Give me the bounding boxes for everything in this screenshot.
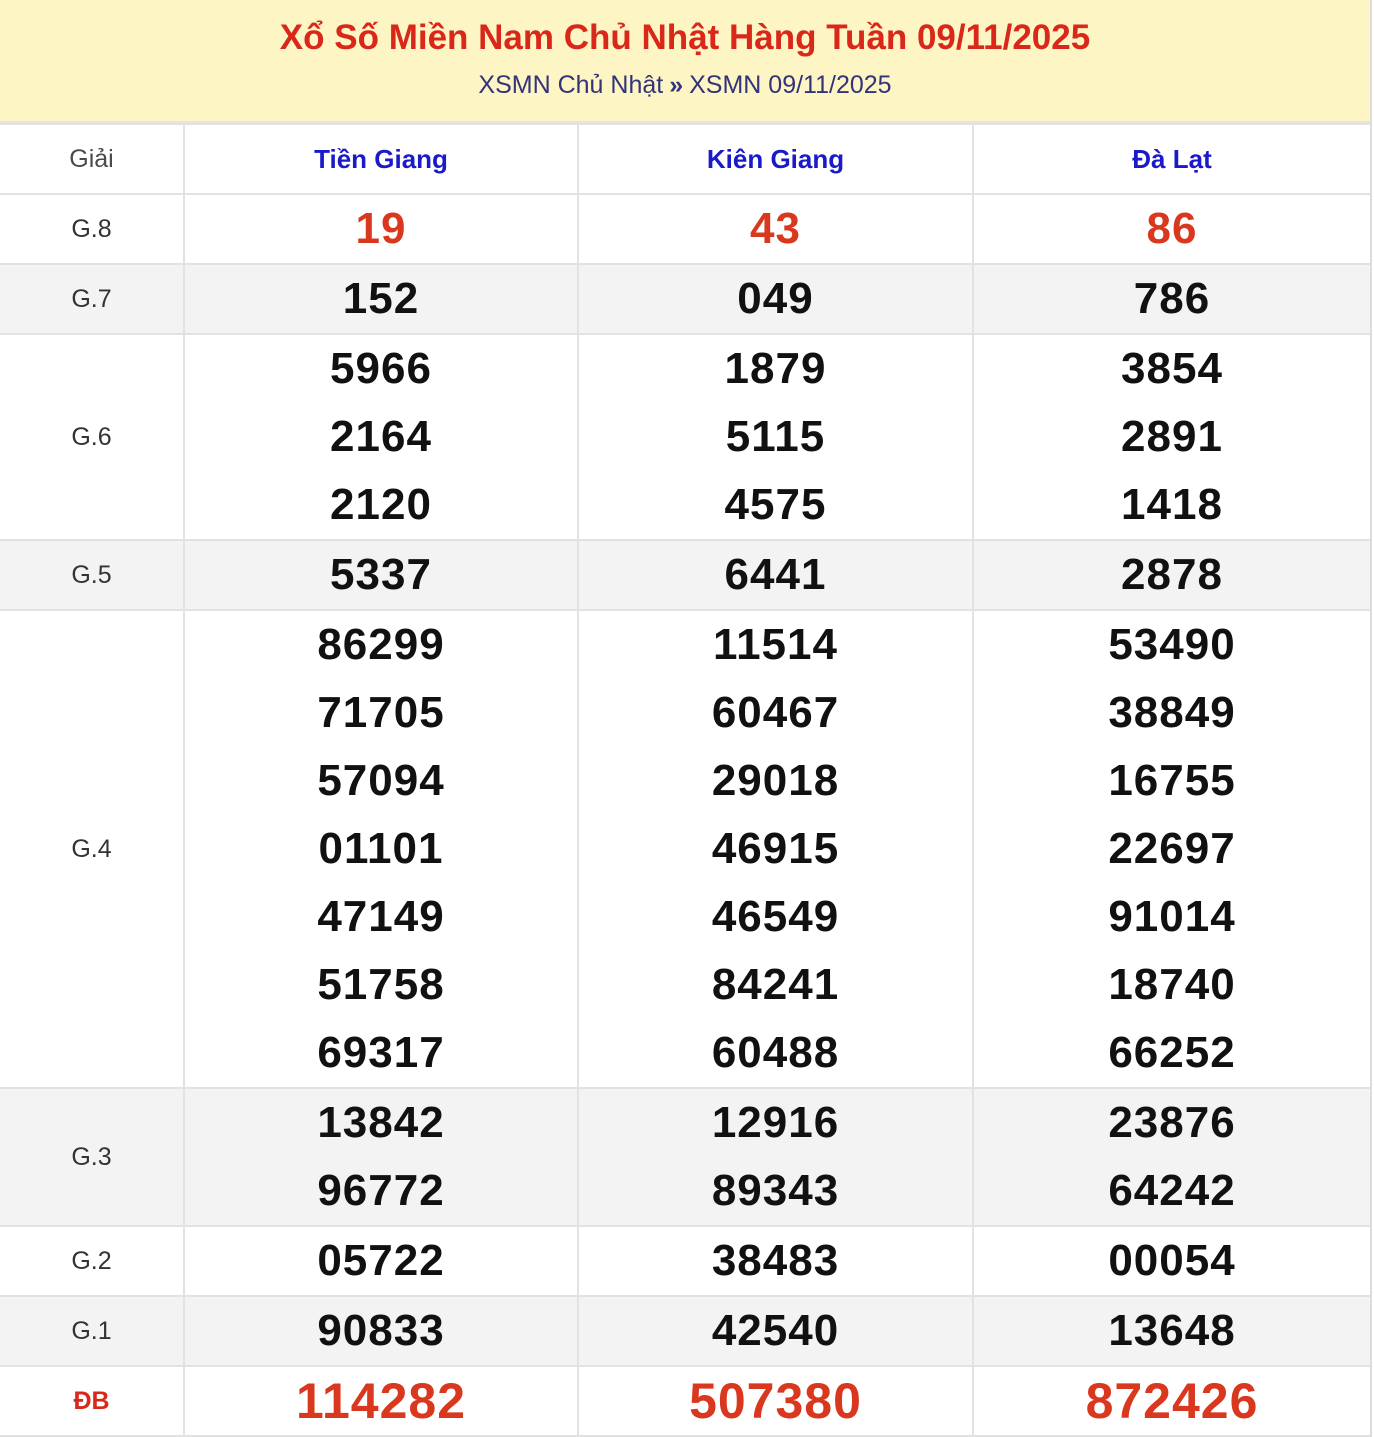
prize-cell-da-lat: [973, 1226, 1370, 1296]
prize-number: 18740: [1108, 960, 1236, 1009]
prize-number: 19: [355, 204, 407, 253]
prize-number: 89343: [711, 1166, 840, 1215]
prize-label: G.6: [0, 334, 184, 540]
prize-column-header: Giải: [0, 124, 184, 194]
breadcrumb-separator: »: [669, 71, 684, 99]
prize-cell-tien-giang: [184, 1226, 578, 1296]
prize-cell-kien-giang: [578, 1088, 973, 1226]
prize-row: [0, 1366, 1370, 1436]
prize-cell-tien-giang: [184, 194, 578, 264]
prize-number: 2164: [330, 412, 432, 461]
prize-number: 16755: [1108, 756, 1236, 805]
prize-number: 1879: [724, 344, 827, 393]
prize-cell-kien-giang: [578, 610, 973, 1088]
prize-cell-da-lat: [973, 1296, 1370, 1366]
prize-cell-kien-giang: [578, 334, 973, 540]
prize-number: 38849: [1108, 688, 1236, 737]
province-header-tien-giang[interactable]: Tiền Giang: [184, 124, 578, 194]
prize-number: 90833: [317, 1306, 445, 1355]
prize-cell-kien-giang: [578, 1226, 973, 1296]
prize-number: 46915: [711, 824, 840, 873]
prize-number: 13648: [1108, 1306, 1236, 1355]
prize-number: 114282: [295, 1373, 467, 1429]
prize-number: 2878: [1121, 550, 1223, 599]
prize-number: 01101: [318, 824, 444, 873]
prize-number: 5337: [330, 550, 432, 599]
page-title: Xổ Số Miền Nam Chủ Nhật Hàng Tuần 09/11/2025: [279, 18, 1091, 57]
prize-number: 872426: [1085, 1373, 1259, 1429]
prize-number: 05722: [317, 1236, 445, 1285]
prize-number: 53490: [1108, 620, 1236, 669]
prize-cell-tien-giang: [184, 264, 578, 334]
prize-label: G.1: [0, 1296, 184, 1366]
prize-cell-da-lat: [973, 540, 1370, 610]
prize-number: 47149: [317, 892, 445, 941]
breadcrumb: [0, 71, 1370, 99]
prize-row: [0, 540, 1370, 610]
prize-cell-tien-giang: [184, 1296, 578, 1366]
prize-number: 6441: [724, 550, 827, 599]
prize-label: G.3: [0, 1088, 184, 1226]
province-header-da-lat[interactable]: Đà Lạt: [973, 124, 1370, 194]
prize-cell-da-lat: [973, 264, 1370, 334]
prize-cell-kien-giang: [578, 540, 973, 610]
prize-number: 3854: [1121, 344, 1223, 393]
prize-number: 71705: [317, 688, 445, 737]
prize-number: 2120: [330, 480, 432, 529]
prize-cell-kien-giang: [578, 1366, 973, 1436]
prize-number: 29018: [711, 756, 840, 805]
prize-number: 11514: [713, 620, 838, 669]
prize-row: [0, 194, 1370, 264]
prize-cell-da-lat: [973, 1366, 1370, 1436]
prize-number: 507380: [689, 1373, 862, 1429]
prize-number: 049: [737, 274, 814, 323]
breadcrumb-link-weekday[interactable]: XSMN Chủ Nhật: [478, 71, 664, 99]
prize-cell-da-lat: [973, 1088, 1370, 1226]
prize-number: 786: [1133, 274, 1211, 323]
prize-row: [0, 1088, 1370, 1226]
prize-number: 5115: [725, 412, 826, 461]
prize-label: G.4: [0, 610, 184, 1088]
prize-row: [0, 264, 1370, 334]
prize-cell-tien-giang: [184, 1088, 578, 1226]
province-header-kien-giang[interactable]: Kiên Giang: [578, 124, 973, 194]
prize-cell-tien-giang: [184, 1366, 578, 1436]
prize-number: 43: [750, 204, 801, 253]
prize-number: 51758: [317, 960, 445, 1009]
prize-number: 69317: [317, 1028, 445, 1077]
prize-row: [0, 1296, 1370, 1366]
prize-number: 96772: [317, 1166, 445, 1215]
prize-cell-kien-giang: [578, 264, 973, 334]
prize-number: 91014: [1108, 892, 1236, 941]
prize-number: 1418: [1121, 480, 1223, 529]
prize-number: 46549: [711, 892, 840, 941]
prize-number: 60467: [711, 688, 840, 737]
prize-number: 152: [342, 274, 420, 323]
prize-cell-kien-giang: [578, 194, 973, 264]
table-header-row: [0, 124, 1370, 194]
prize-number: 42540: [711, 1306, 840, 1355]
prize-cell-tien-giang: [184, 540, 578, 610]
prize-cell-tien-giang: [184, 610, 578, 1088]
prize-cell-da-lat: [973, 610, 1370, 1088]
results-header: [0, 0, 1370, 123]
prize-number: 60488: [711, 1028, 840, 1077]
prize-number: 57094: [317, 756, 445, 805]
prize-label: G.2: [0, 1226, 184, 1296]
prize-number: 00054: [1108, 1236, 1236, 1285]
prize-label: G.5: [0, 540, 184, 610]
prize-cell-kien-giang: [578, 1296, 973, 1366]
breadcrumb-link-date[interactable]: XSMN 09/11/2025: [689, 71, 892, 99]
prize-cell-tien-giang: [184, 334, 578, 540]
prize-number: 2891: [1121, 412, 1223, 461]
prize-number: 23876: [1108, 1098, 1236, 1147]
prize-number: 13842: [317, 1098, 445, 1147]
prize-number: 86299: [317, 620, 445, 669]
prize-number: 5966: [330, 344, 432, 393]
prize-number: 4575: [724, 480, 827, 529]
prize-cell-da-lat: [973, 194, 1370, 264]
prize-row: [0, 1226, 1370, 1296]
prize-label: ĐB: [0, 1366, 184, 1436]
prize-label: G.7: [0, 264, 184, 334]
prize-number: 38483: [711, 1236, 840, 1285]
results-body: [0, 194, 1370, 1436]
prize-number: 86: [1146, 204, 1198, 253]
prize-number: 84241: [711, 960, 840, 1009]
prize-number: 22697: [1108, 824, 1236, 873]
prize-cell-da-lat: [973, 334, 1370, 540]
prize-number: 12916: [711, 1098, 840, 1147]
prize-row: [0, 334, 1370, 540]
prize-number: 64242: [1108, 1166, 1236, 1215]
prize-number: 66252: [1108, 1028, 1236, 1077]
results-table: [0, 123, 1370, 1437]
prize-label: G.8: [0, 194, 184, 264]
prize-row: [0, 610, 1370, 1088]
